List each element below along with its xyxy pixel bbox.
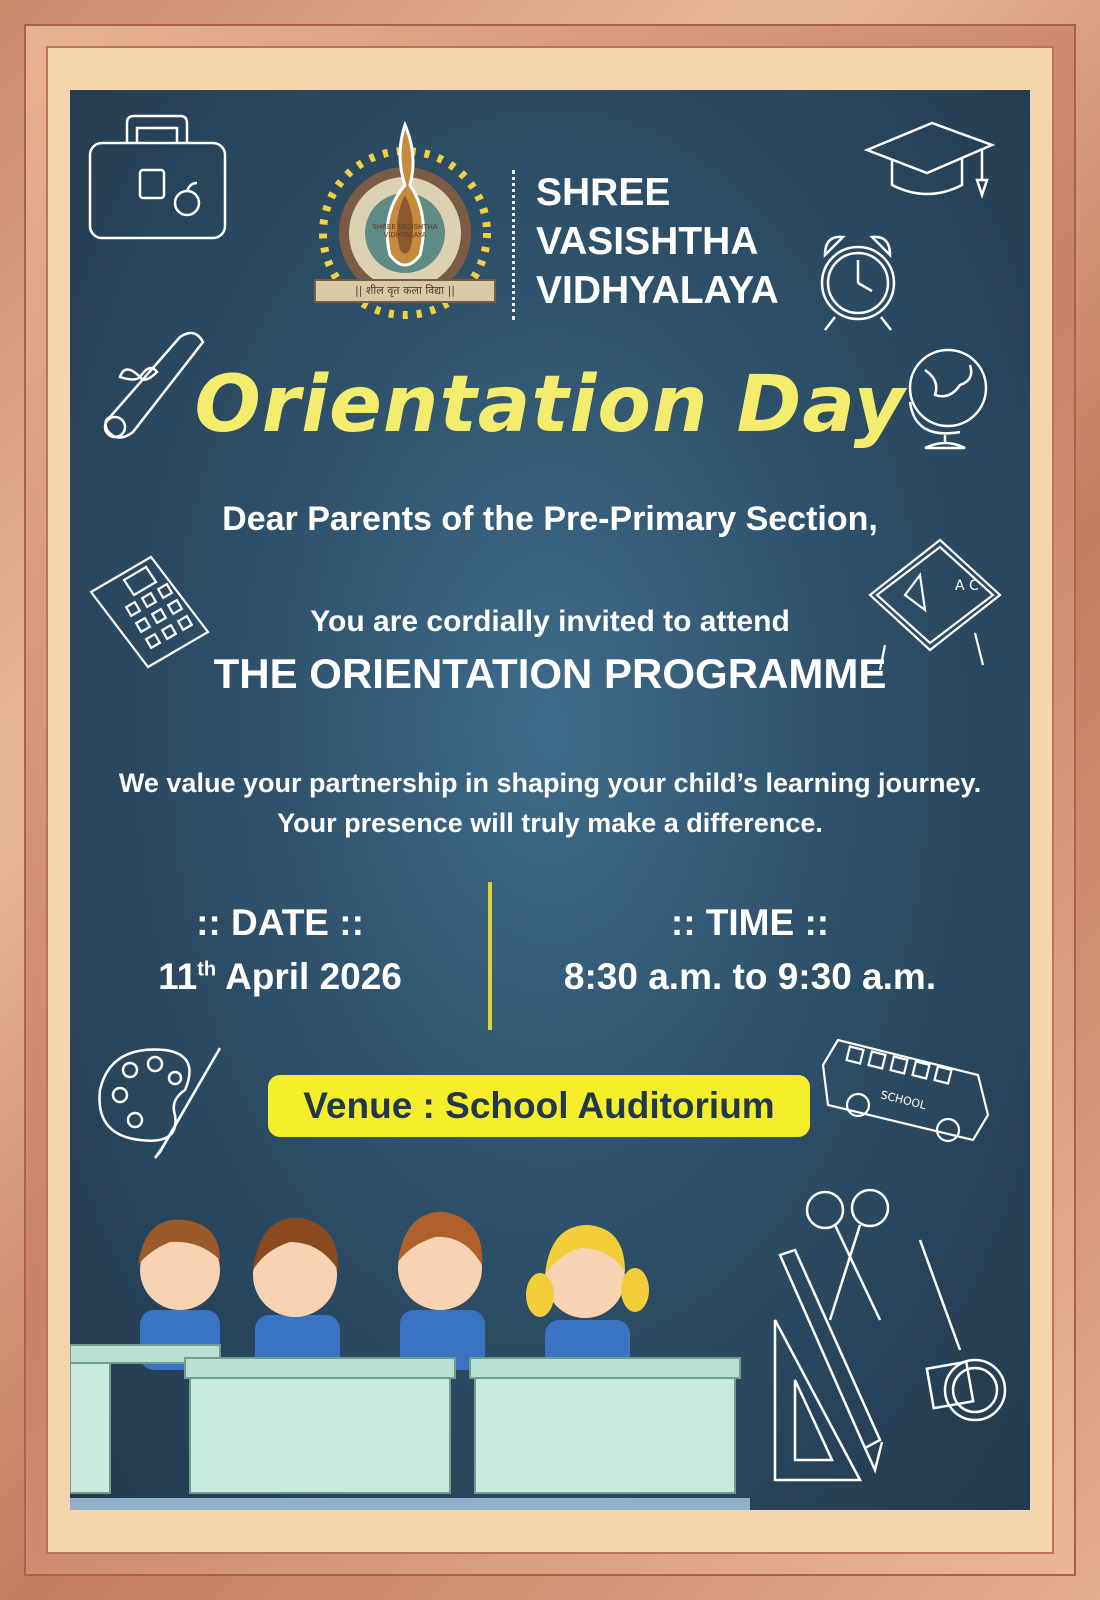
greeting-text: Dear Parents of the Pre-Primary Section, <box>222 500 878 538</box>
board-letters: A C <box>955 578 979 594</box>
message-line-1: We value your partnership in shaping your child’s learning journey. <box>118 768 982 798</box>
date-suffix: th <box>197 958 217 981</box>
logo-arc-text: SHREE VASISHTHA VIDHYALAYA <box>372 223 438 239</box>
logo-motto: || शील वृत कला विद्या || <box>355 284 455 297</box>
bus-label: SCHOOL <box>879 1088 928 1113</box>
date-time-divider <box>488 882 492 1030</box>
invite-text: You are cordially invited to attend <box>310 605 790 638</box>
time-label: :: TIME :: <box>670 902 830 943</box>
school-name-line-3: VIDHYALAYA <box>536 269 779 312</box>
kids-at-desks-illustration <box>70 1180 750 1510</box>
kid-2 <box>253 1218 340 1375</box>
school-logo <box>310 115 500 325</box>
programme-title: THE ORIENTATION PROGRAMME <box>213 650 887 697</box>
graduation-cap-icon <box>862 115 997 210</box>
date-day: 11 <box>158 956 198 997</box>
school-name <box>536 168 779 315</box>
stationery-icons <box>770 1180 1010 1500</box>
chalkboard <box>70 90 1030 1510</box>
venue-badge: Venue : School Auditorium <box>268 1075 810 1137</box>
time-block <box>540 902 960 998</box>
alarm-clock-icon <box>810 225 905 335</box>
time-value: 8:30 a.m. to 9:30 a.m. <box>563 956 937 997</box>
date-rest: April 2026 <box>216 956 402 997</box>
school-name-line-1: SHREE <box>536 171 671 214</box>
date-block <box>70 902 490 998</box>
event-title: Orientation Day <box>194 360 906 450</box>
briefcase-icon <box>82 108 232 243</box>
message-line-2: Your presence will truly make a difference. <box>277 808 823 838</box>
date-value <box>70 956 490 998</box>
paint-palette-icon <box>90 1040 225 1160</box>
kid-4 <box>526 1225 649 1380</box>
logo-divider <box>512 170 515 320</box>
kid-3 <box>398 1212 485 1370</box>
school-name-line-2: VASISHTHA <box>536 220 759 263</box>
school-bus-icon <box>818 1030 993 1150</box>
date-label: :: DATE :: <box>196 902 364 943</box>
